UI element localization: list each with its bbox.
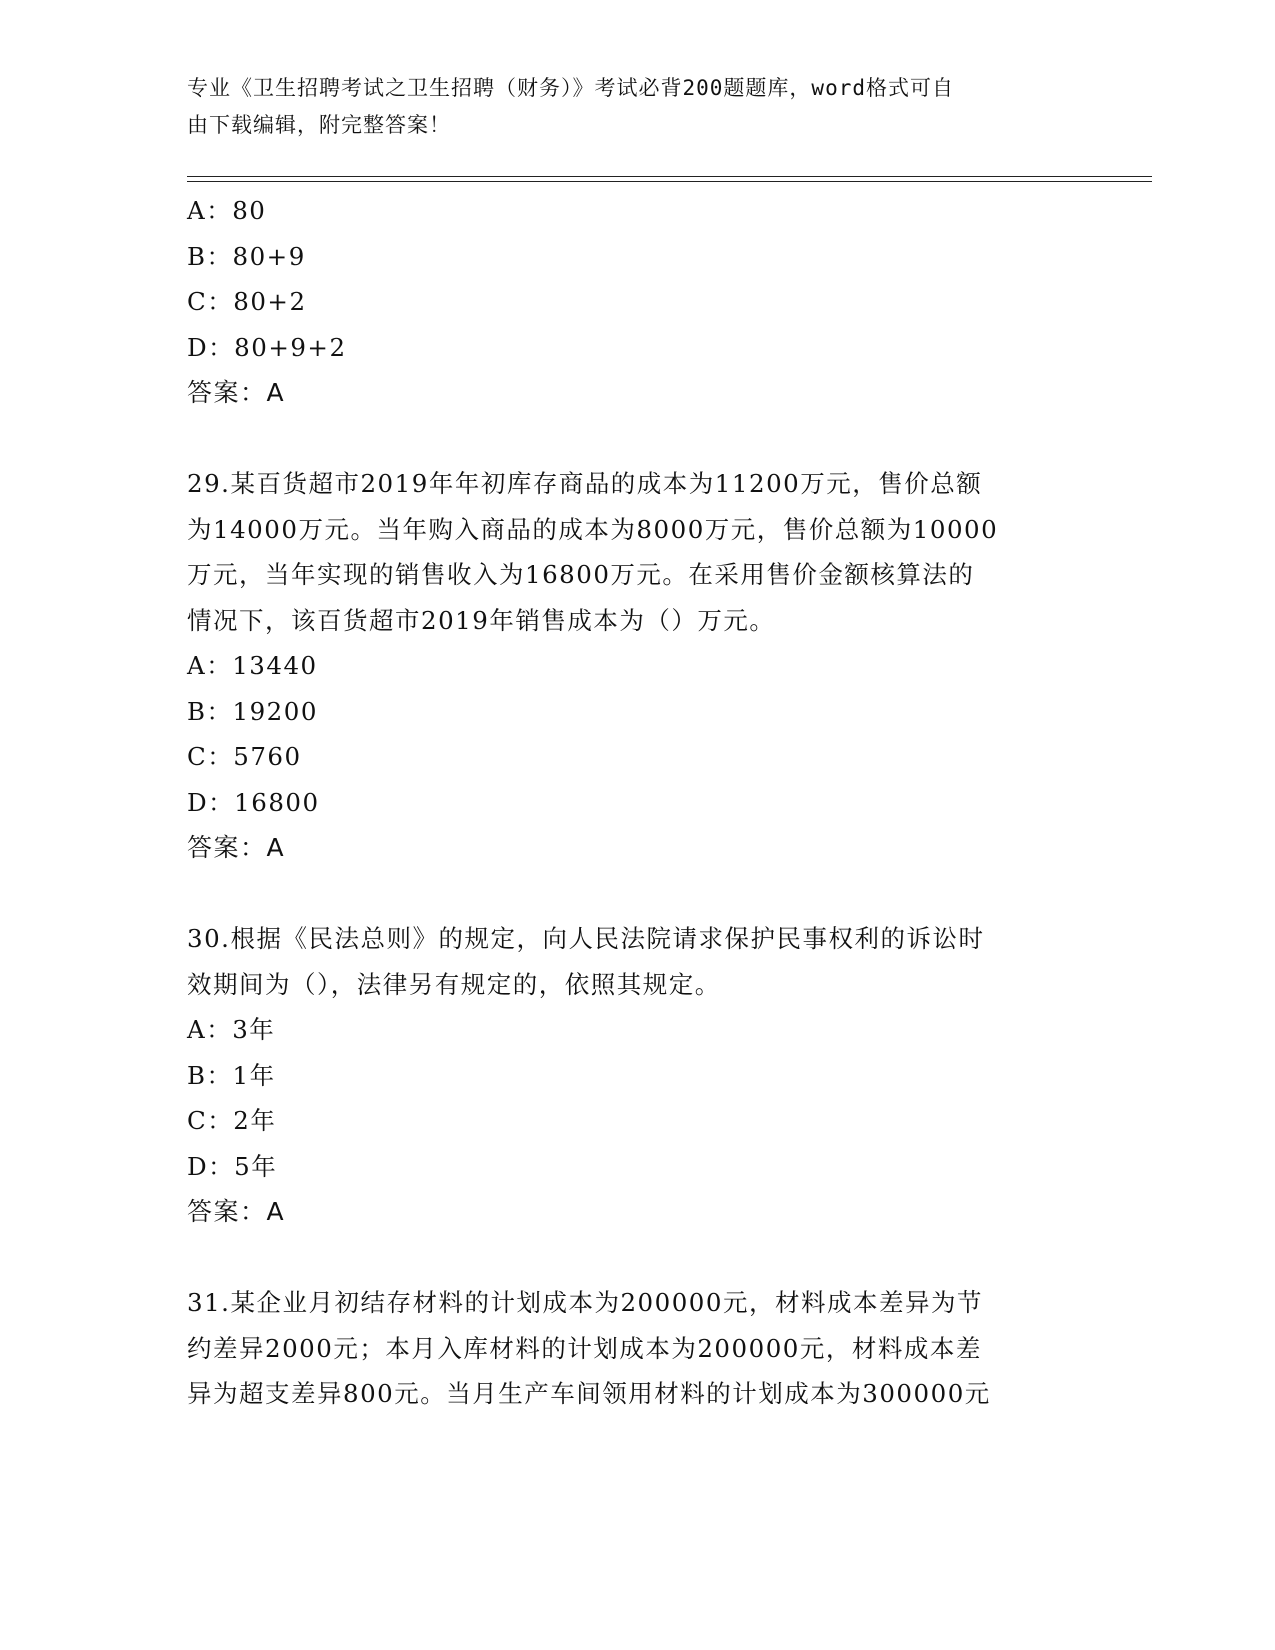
header-line-1: 专业《卫生招聘考试之卫生招聘（财务）》考试必背200题题库，word格式可自: [187, 76, 954, 100]
spacer: [187, 871, 1087, 917]
question-stem-line: 情况下，该百货超市2019年销售成本为（）万元。: [187, 605, 776, 635]
question-29: [187, 461, 1087, 871]
option-a: A：80: [187, 196, 267, 225]
header-line-2: 由下载编辑，附完整答案！: [187, 113, 451, 137]
question-stem-line: 31.某企业月初结存材料的计划成本为200000元，材料成本差异为节: [187, 1288, 983, 1317]
option-b: B：80+9: [187, 241, 306, 271]
answer: 答案：A: [187, 1197, 286, 1226]
option-d: D：16800: [187, 787, 320, 817]
question-stem-line: 30.根据《民法总则》的规定，向人民法院请求保护民事权利的诉讼时: [187, 924, 985, 953]
option-c: C：80+2: [187, 287, 307, 316]
spacer: [187, 416, 1087, 462]
page-header: [187, 70, 1067, 144]
question-stem-line: 效期间为（），法律另有规定的，依照其规定。: [187, 969, 721, 999]
question-28-fragment: [187, 188, 1087, 416]
question-stem-line: 约差异2000元；本月入库材料的计划成本为200000元，材料成本差: [187, 1333, 982, 1363]
question-stem-line: 异为超支差异800元。当月生产车间领用材料的计划成本为300000元: [187, 1379, 991, 1408]
question-31: [187, 1280, 1087, 1417]
header-rule-top: [187, 176, 1152, 177]
question-stem-line: 29.某百货超市2019年年初库存商品的成本为11200万元，售价总额: [187, 469, 983, 498]
option-b: B：19200: [187, 696, 318, 726]
question-30: [187, 916, 1087, 1235]
answer: 答案：A: [187, 378, 286, 407]
option-c: C：2年: [187, 1106, 277, 1135]
question-stem-line: 为14000万元。当年购入商品的成本为8000万元，售价总额为10000: [187, 514, 999, 544]
option-c: C：5760: [187, 742, 302, 771]
option-b: B：1年: [187, 1060, 276, 1090]
question-stem-line: 万元，当年实现的销售收入为16800万元。在采用售价金额核算法的: [187, 560, 975, 589]
answer: 答案：A: [187, 833, 286, 862]
option-d: D：80+9+2: [187, 332, 347, 362]
option-a: A：13440: [187, 651, 318, 680]
option-d: D：5年: [187, 1151, 278, 1181]
document-body: [187, 188, 1087, 1417]
header-rule-bottom: [187, 181, 1152, 182]
option-a: A：3年: [187, 1015, 276, 1044]
spacer: [187, 1235, 1087, 1281]
